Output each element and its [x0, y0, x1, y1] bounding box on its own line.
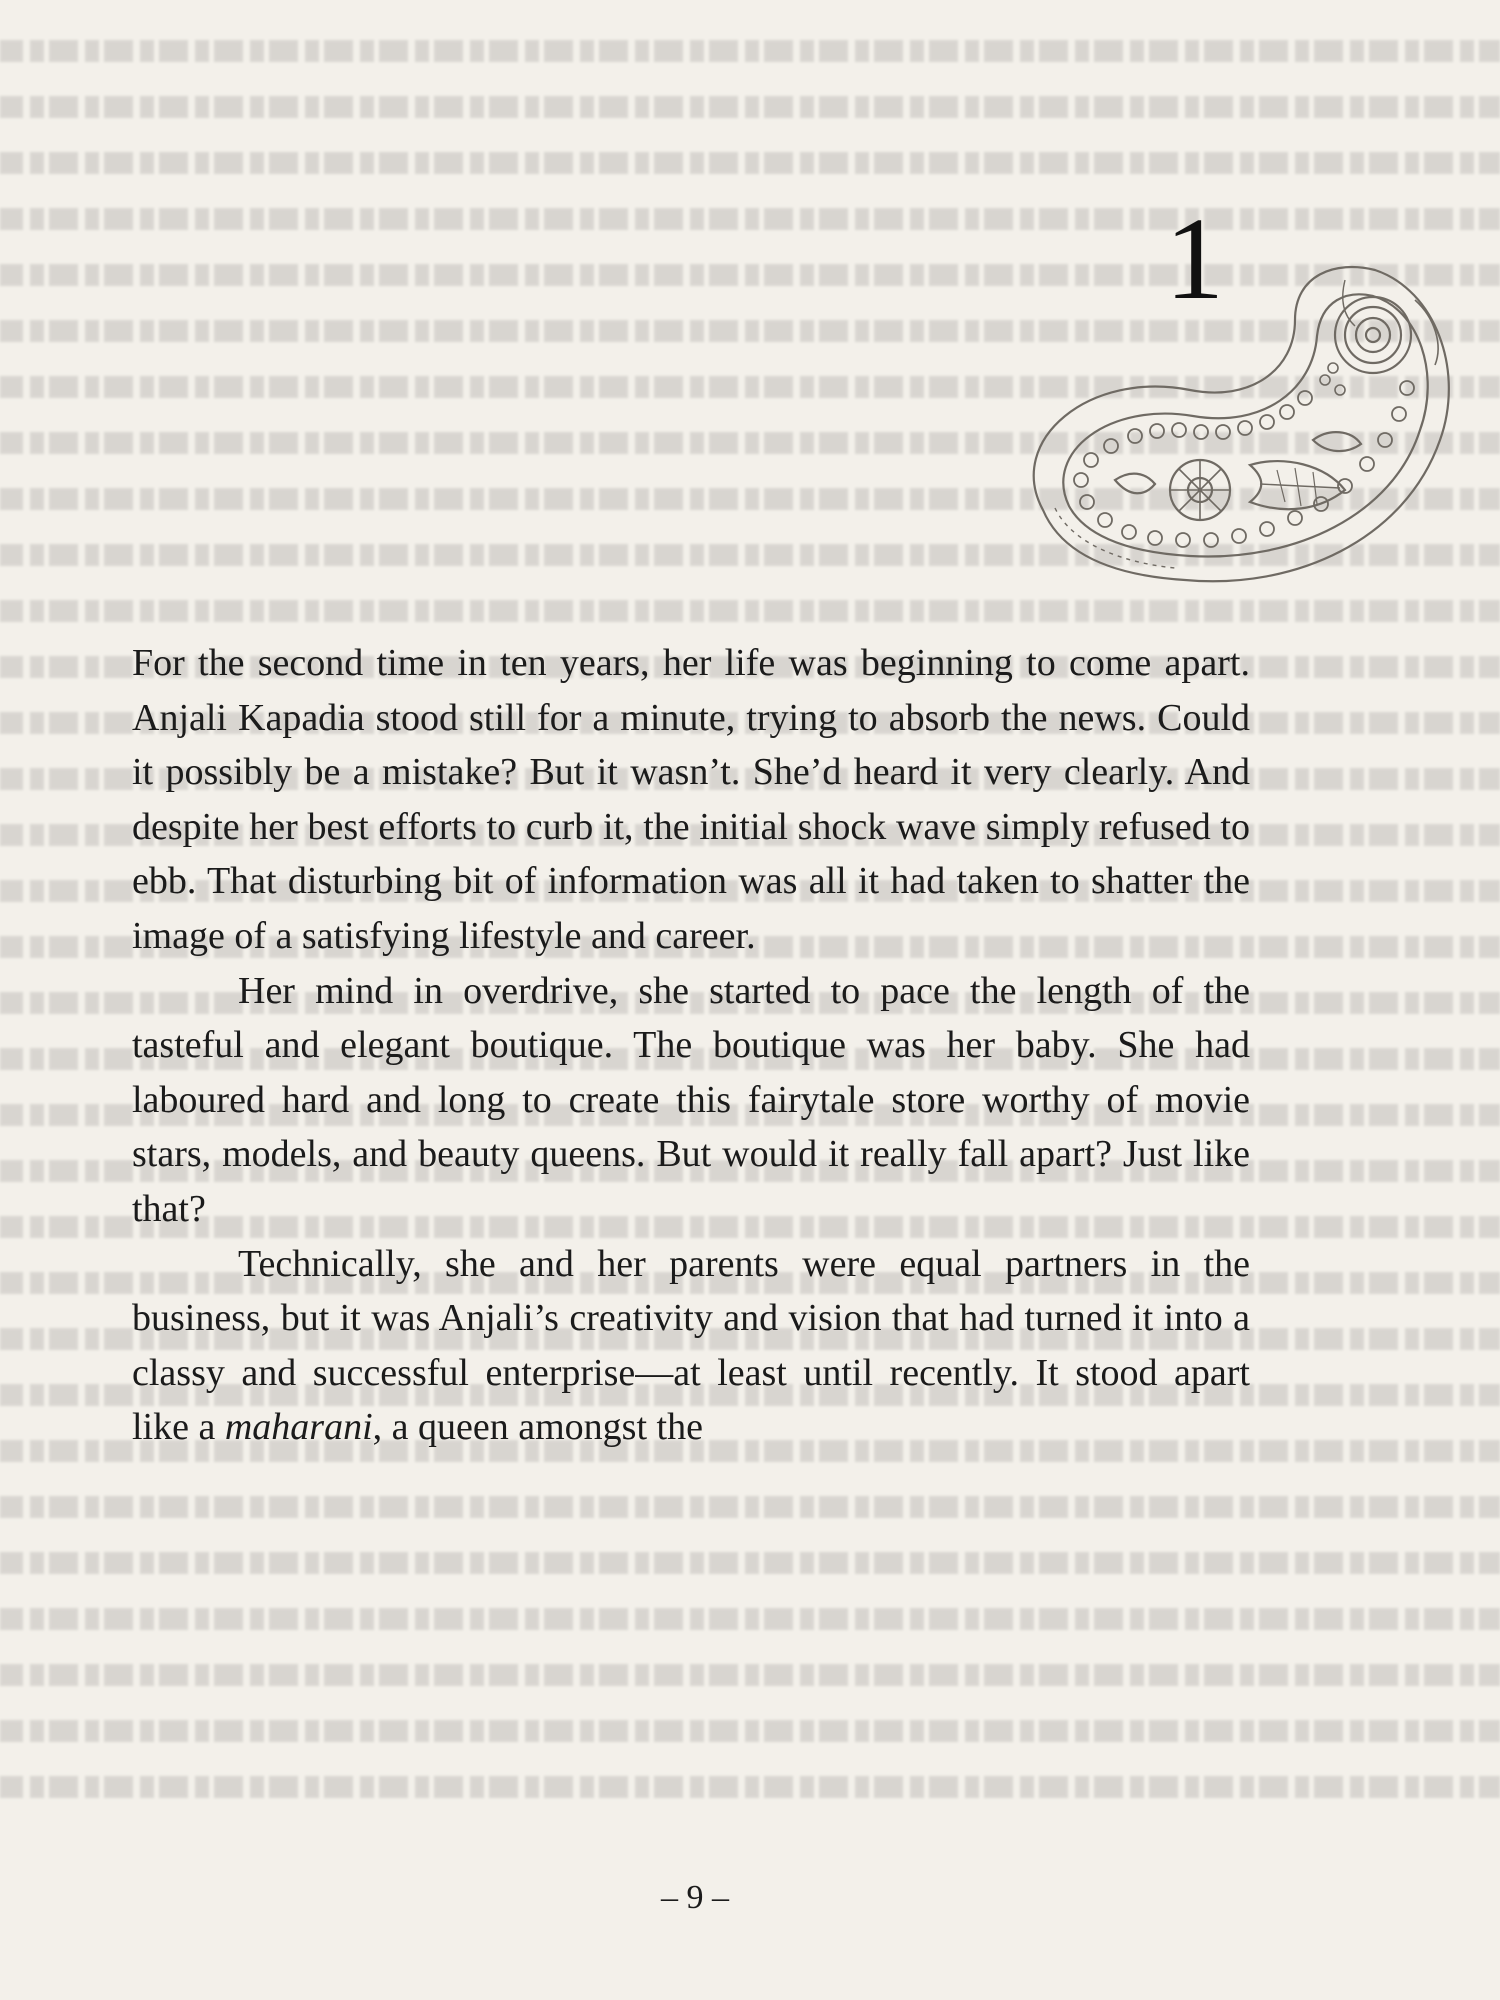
paisley-ornament-icon — [995, 240, 1465, 620]
paragraph-text: Technically, she and her parents were equal partners in the business, but it was Anjali’s creativity and vision that had turned it into a classy and successful enterprise—at least until recently. It stood apart like a — [132, 1242, 1250, 1449]
paragraph — [132, 1237, 1250, 1455]
paragraph-text: For the second time in ten years, her life was beginning to come apart. Anjali Kapadia stood still for a minute, trying to absorb the news. Could it possibly be a mistake? But it wasn’t. She’d heard it very clearly. And despite her best efforts to curb it, the initial shock wave simply refused to ebb. That disturbing bit of information was all it had taken to shatter the image of a satisfying lifestyle and career. — [132, 642, 1250, 957]
page-number: – 9 – — [661, 1879, 729, 1916]
chapter-body — [132, 636, 1250, 1455]
paragraph — [132, 636, 1250, 964]
paragraph — [132, 964, 1250, 1237]
paragraph-text: , a queen amongst the — [372, 1406, 703, 1449]
chapter-number: 1 — [1165, 193, 1224, 324]
italic-word: maharani — [224, 1406, 373, 1449]
paragraph-text: Her mind in overdrive, she started to pace the length of the tasteful and elegant boutique. The boutique was her baby. She had laboured hard and long to create this fairytale store worthy of movie stars, models, and beauty queens. But would it really fall apart? Just like that? — [132, 969, 1250, 1230]
